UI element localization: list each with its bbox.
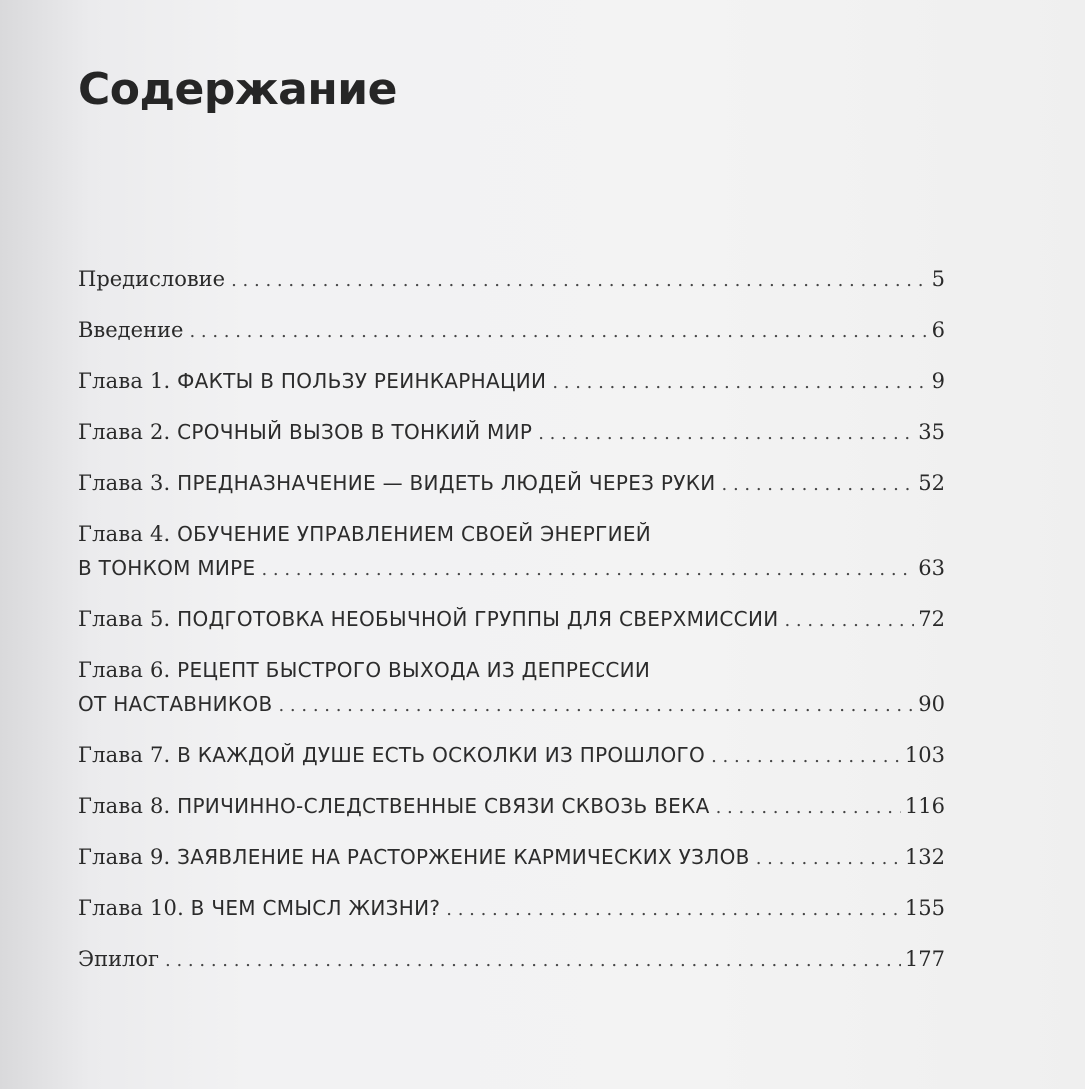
toc-entry-epilogue[interactable] — [78, 942, 945, 978]
dot-leader — [261, 553, 914, 587]
dot-leader — [716, 791, 901, 825]
toc-page-number: 90 — [918, 692, 945, 716]
chapter-title: ПРЕДНАЗНАЧЕНИЕ — ВИДЕТЬ ЛЮДЕЙ ЧЕРЕЗ РУКИ — [177, 471, 716, 495]
toc-entry-chapter-8[interactable] — [78, 789, 945, 825]
toc-page-number: 63 — [918, 556, 945, 580]
toc-page-number: 9 — [931, 369, 945, 393]
toc-entry-chapter-9[interactable] — [78, 840, 945, 876]
toc-entry-text: Введение — [78, 318, 184, 342]
toc-entry-chapter-1[interactable] — [78, 364, 945, 400]
dot-leader — [784, 604, 914, 638]
toc-page-number: 52 — [918, 471, 945, 495]
dot-leader — [165, 944, 901, 978]
chapter-title: ФАКТЫ В ПОЛЬЗУ РЕИНКАРНАЦИИ — [177, 369, 547, 393]
chapter-label: Глава 6. — [78, 658, 171, 682]
toc-page-number: 155 — [904, 896, 945, 920]
chapter-label: Глава 3. — [78, 471, 171, 495]
dot-leader — [189, 315, 927, 349]
toc-page-number: 72 — [918, 607, 945, 631]
chapter-title-continued: В ТОНКОМ МИРЕ — [78, 556, 256, 580]
toc-page-number: 132 — [904, 845, 945, 869]
toc-page-number: 177 — [904, 947, 945, 971]
chapter-title: СРОЧНЫЙ ВЫЗОВ В ТОНКИЙ МИР — [177, 420, 533, 444]
toc-entry-chapter-7[interactable] — [78, 738, 945, 774]
dot-leader — [231, 264, 928, 298]
chapter-title: РЕЦЕПТ БЫСТРОГО ВЫХОДА ИЗ ДЕПРЕССИИ — [177, 658, 651, 682]
chapter-title: В КАЖДОЙ ДУШЕ ЕСТЬ ОСКОЛКИ ИЗ ПРОШЛОГО — [177, 743, 706, 767]
dot-leader — [278, 689, 914, 723]
toc-page-number: 35 — [918, 420, 945, 444]
toc-entry-chapter-4[interactable] — [78, 517, 945, 587]
chapter-label: Глава 10. — [78, 896, 184, 920]
toc-entry-chapter-2[interactable] — [78, 415, 945, 451]
toc-page-number: 116 — [904, 794, 945, 818]
toc-entry-chapter-6[interactable] — [78, 653, 945, 723]
chapter-title: В ЧЕМ СМЫСЛ ЖИЗНИ? — [190, 896, 441, 920]
chapter-title-continued: ОТ НАСТАВНИКОВ — [78, 692, 273, 716]
chapter-title: ПРИЧИННО-СЛЕДСТВЕННЫЕ СВЯЗИ СКВОЗЬ ВЕКА — [177, 794, 710, 818]
chapter-label: Глава 1. — [78, 369, 171, 393]
chapter-title: ОБУЧЕНИЕ УПРАВЛЕНИЕМ СВОЕЙ ЭНЕРГИЕЙ — [177, 522, 652, 546]
dot-leader — [711, 740, 901, 774]
toc-entry-text: Предисловие — [78, 267, 226, 291]
toc-page-number: 103 — [904, 743, 945, 767]
chapter-label: Глава 8. — [78, 794, 171, 818]
toc-entry-intro[interactable] — [78, 313, 945, 349]
toc-entry-chapter-10[interactable] — [78, 891, 945, 927]
page-title: Содержание — [78, 64, 397, 115]
toc-entry-text: Эпилог — [78, 947, 160, 971]
dot-leader — [552, 366, 927, 400]
dot-leader — [538, 417, 914, 451]
dot-leader — [446, 893, 901, 927]
toc-page-number: 6 — [931, 318, 945, 342]
chapter-label: Глава 9. — [78, 845, 171, 869]
toc-page-number: 5 — [931, 267, 945, 291]
chapter-label: Глава 2. — [78, 420, 171, 444]
chapter-label: Глава 5. — [78, 607, 171, 631]
chapter-label: Глава 4. — [78, 522, 171, 546]
chapter-title: ЗАЯВЛЕНИЕ НА РАСТОРЖЕНИЕ КАРМИЧЕСКИХ УЗЛОВ — [177, 845, 750, 869]
toc-entry-chapter-3[interactable] — [78, 466, 945, 502]
chapter-label: Глава 7. — [78, 743, 171, 767]
toc-entry-chapter-5[interactable] — [78, 602, 945, 638]
toc-entry-preface[interactable] — [78, 262, 945, 298]
dot-leader — [756, 842, 901, 876]
dot-leader — [722, 468, 915, 502]
table-of-contents — [78, 262, 945, 978]
chapter-title: ПОДГОТОВКА НЕОБЫЧНОЙ ГРУППЫ ДЛЯ СВЕРХМИССИИ — [177, 607, 779, 631]
